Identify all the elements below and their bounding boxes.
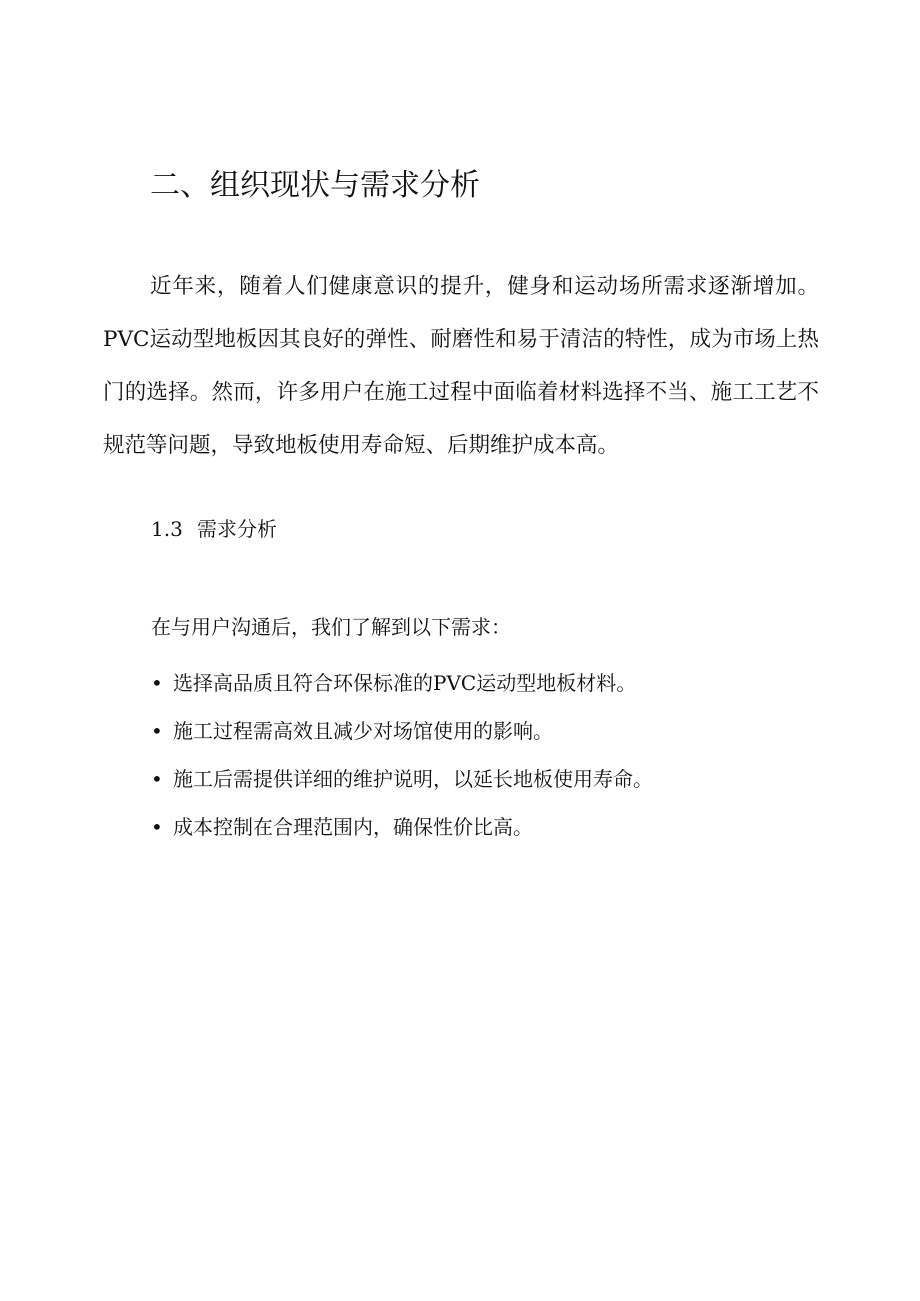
list-item-text: 选择高品质且符合环保标准的PVC运动型地板材料。 <box>173 671 637 695</box>
body-paragraph: 近年来，随着人们健康意识的提升，健身和运动场所需求逐渐增加。PVC运动型地板因其良好的弹性、耐磨性和易于清洁的特性，成为市场上热门的选择。然而，许多用户在施工过程中面临着材料选择不当、施工工艺不规范等问题，导致地板使用寿命短、后期维护成本高。 <box>103 274 819 458</box>
list-item <box>151 803 653 851</box>
bullet-icon: • <box>151 815 163 839</box>
section-heading: 二、组织现状与需求分析 <box>150 168 480 203</box>
bullet-icon: • <box>151 767 163 791</box>
subsection-number: 1.3 <box>151 517 183 541</box>
intro-text: 在与用户沟通后，我们了解到以下需求： <box>151 615 511 639</box>
bullet-icon: • <box>151 671 163 695</box>
list-item-text: 施工过程需高效且减少对场馆使用的影响。 <box>173 719 553 743</box>
subsection-heading <box>151 513 277 545</box>
list-item <box>151 755 653 803</box>
requirements-list <box>151 659 653 851</box>
list-item-text: 成本控制在合理范围内，确保性价比高。 <box>173 815 533 839</box>
subsection-title: 需求分析 <box>197 517 277 541</box>
bullet-icon: • <box>151 719 163 743</box>
list-item <box>151 707 653 755</box>
list-item <box>151 659 653 707</box>
list-item-text: 施工后需提供详细的维护说明，以延长地板使用寿命。 <box>173 767 653 791</box>
